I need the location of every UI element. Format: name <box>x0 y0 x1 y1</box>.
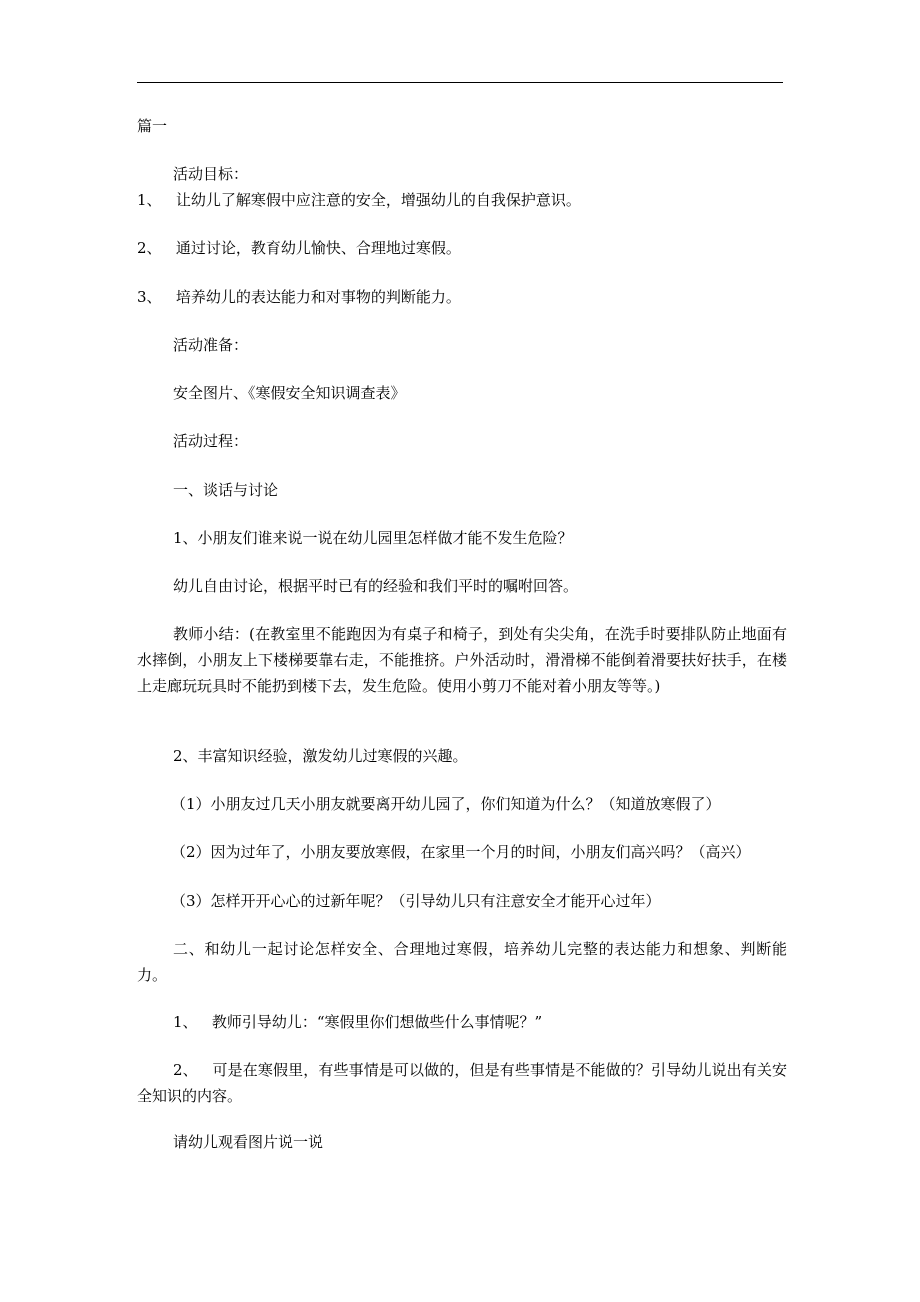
goal-number: 2、 <box>137 239 162 257</box>
goal-text: 让幼儿了解寒假中应注意的安全，增强幼儿的自我保护意识。 <box>175 191 581 209</box>
goal-item-1 <box>137 187 787 213</box>
part2-closing: 请幼儿观看图片说一说 <box>173 1133 324 1151</box>
sub-question-2: （2）因为过年了，小朋友要放寒假，在家里一个月的时间，小朋友们高兴吗？（高兴） <box>171 843 751 861</box>
section-heading: 篇一 <box>137 117 168 135</box>
goal-number: 1、 <box>137 191 162 209</box>
item-text: 可是在寒假里，有些事情是可以做的，但是有些事情是不能做的？引导幼儿说出有关安全知识的内容。 <box>137 1061 787 1105</box>
goals-title: 活动目标： <box>173 165 249 183</box>
part1-title: 一、谈话与讨论 <box>173 481 279 499</box>
sub-question-3: （3）怎样开开心心的过新年呢？（引导幼儿只有注意安全才能开心过年） <box>171 892 661 910</box>
goal-item-2 <box>137 235 787 261</box>
part1-answer-1: 幼儿自由讨论，根据平时已有的经验和我们平时的嘱咐回答。 <box>173 577 579 595</box>
part2-title: 二、和幼儿一起讨论怎样安全、合理地过寒假，培养幼儿完整的表达能力和想象、判断能力。 <box>137 940 787 984</box>
goal-item-3 <box>137 284 787 310</box>
goal-text: 培养幼儿的表达能力和对事物的判断能力。 <box>175 288 461 306</box>
prep-title: 活动准备： <box>173 336 249 354</box>
goal-text: 通过讨论，教育幼儿愉快、合理地过寒假。 <box>175 239 461 257</box>
item-text: 教师引导幼儿：“寒假里你们想做些什么事情呢？” <box>211 1013 543 1031</box>
part1-question-2: 2、丰富知识经验，激发幼儿过寒假的兴趣。 <box>173 747 468 765</box>
process-title: 活动过程： <box>173 432 249 450</box>
header-rule <box>137 82 783 83</box>
goal-number: 3、 <box>137 288 162 306</box>
item-number: 2、 <box>173 1061 198 1079</box>
part1-question-1: 1、小朋友们谁来说一说在幼儿园里怎样做才能不发生危险？ <box>173 529 573 547</box>
sub-question-1: （1）小朋友过几天小朋友就要离开幼儿园了，你们知道为什么？（知道放寒假了） <box>171 795 721 813</box>
teacher-summary: 教师小结：(在教室里不能跑因为有桌子和椅子，到处有尖尖角，在洗手时要排队防止地面有水摔倒，小朋友上下楼梯要靠右走，不能推挤。户外活动时，滑滑梯不能倒着滑要扶好扶手，在楼上走廊玩玩具时不能扔到楼下去，发生危险。使用小剪刀不能对着小朋友等等。) <box>137 625 787 695</box>
part2-item-2 <box>137 1057 787 1109</box>
part2-item-1 <box>137 1009 823 1035</box>
prep-text: 安全图片、《寒假安全知识调查表》 <box>173 384 406 402</box>
item-number: 1、 <box>173 1013 198 1031</box>
